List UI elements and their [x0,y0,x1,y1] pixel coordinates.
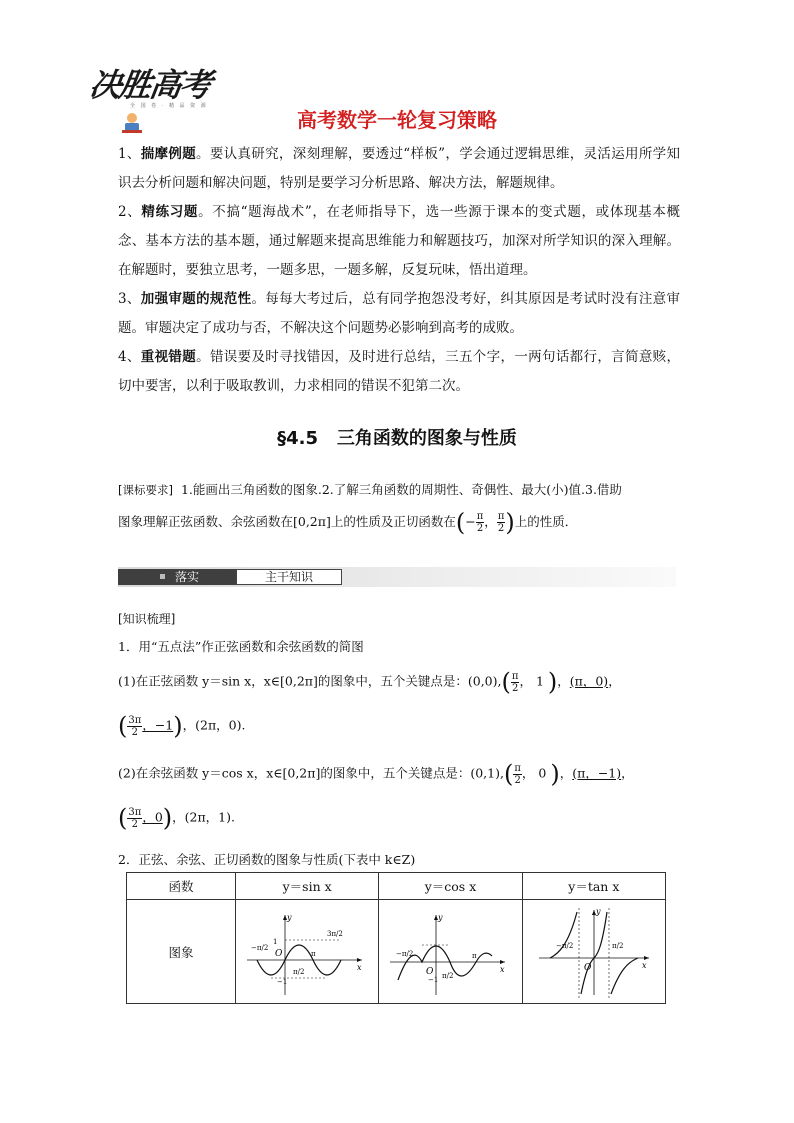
knowledge-heading: [知识梳理] [118,612,176,626]
logo-text: 决胜高考 [87,66,213,104]
logo-subtitle: 全 国 卷 · 精 品 资 源 [130,103,208,109]
svg-text:−π/2: −π/2 [251,944,269,952]
knowledge-item-2: 2．正弦、余弦、正切函数的图象与性质(下表中 k∈Z) [118,852,416,867]
svg-text:x: x [357,963,362,972]
svg-text:3π/2: 3π/2 [327,930,344,938]
svg-text:π: π [311,950,316,958]
sin-key-points-cont: ( $\frac{3\pi}{2}$ ，−1)，(2π，0). [118,712,246,740]
svg-text:O: O [426,967,434,977]
strategy-1: 1、揣摩例题。要认真研究，深刻理解，要透过“样板”，学会通过逻辑思维，灵活运用所学知识去分析问题和解决问题，特别是要学习分析思路、解决方法，解题规律。 [118,146,680,191]
sin-key-points: (1)在正弦函数 y＝sin x，x∈[0,2π]的图象中，五个关键点是：(0,0),( $\frac{\pi}{2}$ ， 1 )，(π，0)， [118,668,621,696]
svg-text:y: y [595,907,601,916]
svg-text:y: y [287,913,292,922]
tan-graph [524,900,664,1000]
svg-text:O: O [583,963,592,973]
requirements-tag: [课标要求] [118,483,173,497]
strategy-4: 4、重视错题。错误要及时寻找错因，及时进行总结，三五个字，一两句话都行，言简意赅，切中要害，以利于吸取教训，力求相同的错误不犯第二次。 [118,349,681,394]
cos-key-points: (2)在余弦函数 y＝cos x，x∈[0,2π]的图象中，五个关键点是：(0,1),( $\frac{\pi}{2}$ ， 0 )，(π，−1)， [118,760,634,788]
svg-text:−π/2: −π/2 [396,950,414,958]
svg-text:x: x [500,965,505,974]
svg-text:−1: −1 [428,976,439,984]
svg-text:π: π [472,952,478,960]
cos-key-points-cont: ( $\frac{3\pi}{2}$ ，0)，(2π，1). [118,804,235,832]
table-header: y＝sin x [236,873,379,900]
svg-text:y: y [438,913,444,922]
table-header: 函数 [127,873,236,900]
cos-graph [380,900,520,1000]
svg-text:x: x [641,961,647,970]
svg-text:−1: −1 [277,978,288,986]
svg-text:π/2: π/2 [293,968,305,976]
svg-text:π/2: π/2 [442,972,454,980]
svg-text:1: 1 [273,938,278,946]
doc-title: 高考数学一轮复习策略 [297,108,497,132]
table-header: y＝tan x [522,873,665,900]
table-header: y＝cos x [379,873,522,900]
sin-graph-cell [236,900,379,1004]
knowledge-item-1: 1．用“五点法”作正弦函数和余弦函数的简图 [118,639,364,654]
svg-text:O: O [275,949,283,959]
strategy-3: 3、加强审题的规范性。每每大考过后，总有同学抱怨没考好，纠其原因是考试时没有注意审题。审题决定了成功与否，不解决这个问题势必影响到高考的成败。 [118,291,681,336]
section-title: §4.5 三角函数的图象与性质 [277,428,517,449]
cos-graph-cell [379,900,522,1004]
strategy-2: 2、精练习题。不搞“题海战术”，在老师指导下，选一些源于课本的变式题，或体现基本概念、基本方法的基本题，通过解题来提高思维能力和解题技巧，加深对所学知识的深入理解。在解题时，要独立思考，一题多思，一题多解，反复玩味，悟出道理。 [118,204,681,278]
banner-tab-active: 落实 [118,569,236,585]
svg-text:π/2: π/2 [611,942,624,950]
trig-table [126,872,666,1004]
tan-graph-cell [522,900,665,1004]
table-row-label: 图象 [127,900,236,1004]
course-requirements: [课标要求] 1.能画出三角函数的图象.2.了解三角函数的周期性、奇偶性、最大(小)值.3.借助 图象理解正弦函数、余弦函数在[0,2π]上的性质及正切函数在(− $\frac{\pi}{2}$ ， $\frac{\pi}{2}$ )上的性质． [118,482,622,537]
svg-text:−π/2: −π/2 [555,942,574,950]
banner-tab-label: 主干知识 [236,569,342,585]
sin-graph [237,900,377,1000]
